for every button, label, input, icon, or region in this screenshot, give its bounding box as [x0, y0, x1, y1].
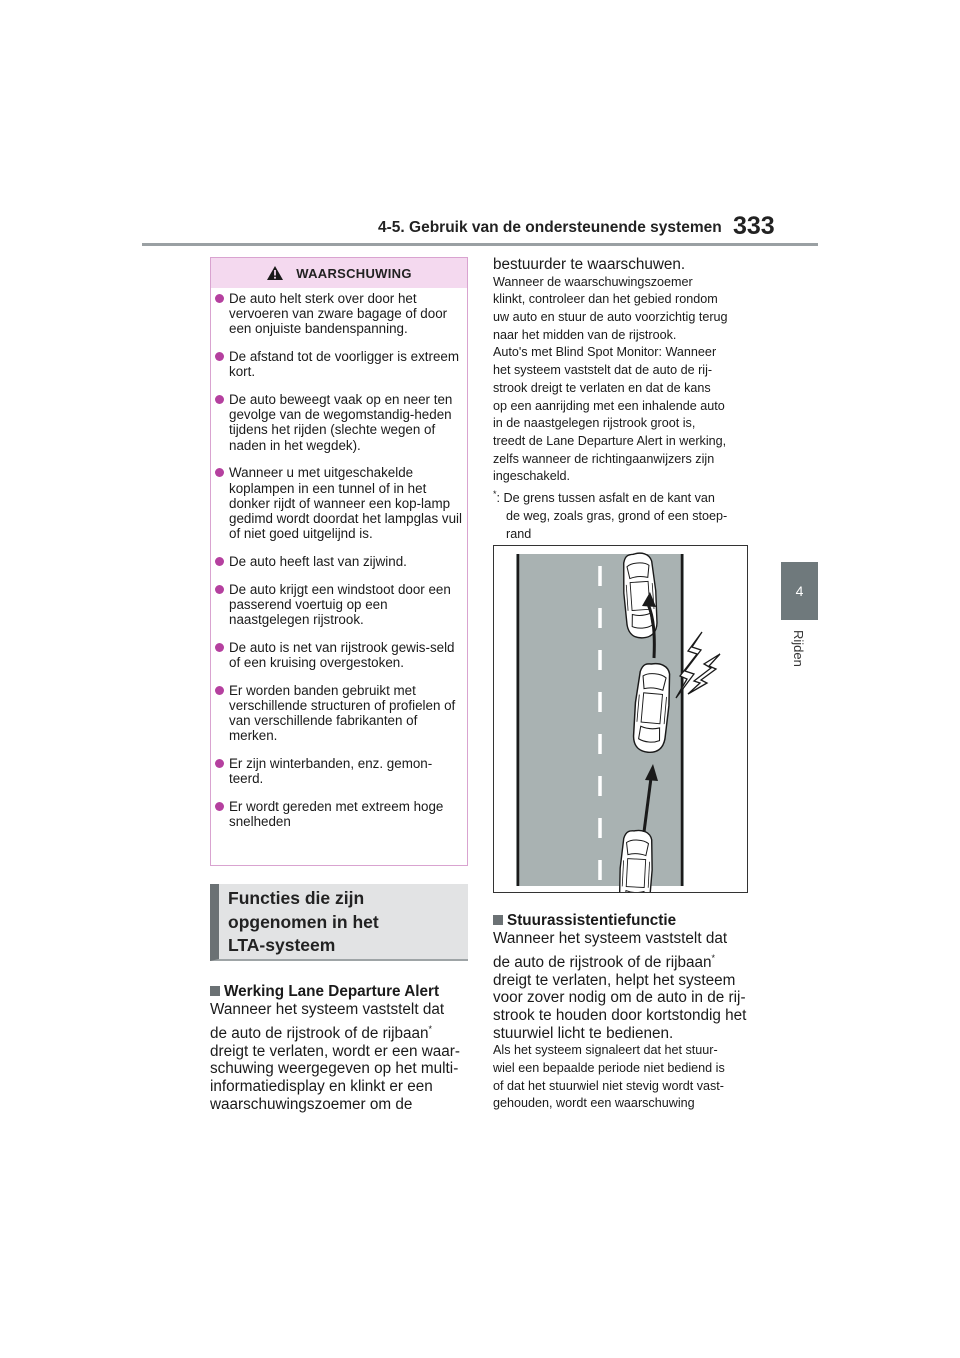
- paragraph-line: dreigt te verlaten, helpt het systeem: [493, 971, 736, 989]
- footnote-marker: *: [711, 953, 716, 964]
- paragraph-line: Wanneer de waarschuwingszoemer: [493, 274, 693, 289]
- bullet-icon: [215, 352, 224, 361]
- list-item: [215, 554, 463, 569]
- paragraph-line: de auto de rijstrook of de rijbaan: [210, 1025, 429, 1043]
- paragraph-line: strook te houden door kortstondig het: [493, 1007, 747, 1025]
- paragraph-line: Auto's met Blind Spot Monitor: Wanneer: [493, 345, 717, 360]
- paragraph-line: uw auto en stuur de auto voorzichtig terug: [493, 310, 728, 324]
- paragraph-line: de auto de rijstrook of de rijbaan: [493, 954, 712, 972]
- list-item: [215, 582, 463, 628]
- paragraph-line: dreigt te verlaten, wordt er een waar-: [210, 1042, 460, 1060]
- footnote-line: de weg, zoals gras, grond of een stoep-: [506, 508, 728, 523]
- bullet-icon: [215, 468, 224, 477]
- paragraph-line: Als het systeem signaleert dat het stuur-: [493, 1043, 718, 1058]
- paragraph-line: strook dreigt te verlaten en dat de kans: [493, 380, 711, 395]
- paragraph-line: ingeschakeld.: [493, 469, 571, 484]
- steering-section: [493, 912, 758, 1113]
- paragraph-line: stuurwiel licht te bedienen.: [493, 1024, 674, 1042]
- list-item-text: Er zijn winterbanden, enz. gemon-teerd.: [229, 755, 433, 787]
- footnote-marker: *: [428, 1024, 433, 1035]
- paragraph-line: zelfs wanneer de richtingaanwijzers zijn: [493, 451, 715, 466]
- bullet-icon: [215, 557, 224, 566]
- list-item-text: De auto helt sterk over door het vervoeren van zware bagage of door een onjuiste bandenspanning.: [229, 291, 448, 337]
- functions-heading-line: Functies die zijn: [228, 888, 365, 908]
- paragraph-line: schuwing weergegeven op het multi-: [210, 1060, 459, 1078]
- lane-departure-title: Werking Lane Departure Alert: [224, 983, 440, 1000]
- steering-title: Stuurassistentiefunctie: [507, 912, 677, 929]
- warning-list: [215, 291, 463, 842]
- paragraph-line: of dat het stuurwiel niet stevig wordt vast-: [493, 1078, 724, 1093]
- paragraph-line: wiel een bepaalde periode niet bediend is: [493, 1060, 725, 1075]
- list-item-text: De auto krijgt een windstoot door een passerend voertuig op een naastgelegen rijstrook.: [229, 581, 451, 627]
- lane-departure-section: [210, 983, 470, 1113]
- paragraph-line: gehouden, wordt een waarschuwing: [493, 1096, 695, 1111]
- square-bullet-icon: [210, 986, 220, 996]
- list-item-text: Er wordt gereden met extreem hoge snelheden: [229, 798, 444, 829]
- footnote-marker: *: [493, 489, 497, 500]
- functions-heading-line: opgenomen in het: [228, 911, 379, 932]
- chapter-number: 4: [795, 583, 804, 599]
- car-bottom-icon: [618, 830, 654, 892]
- functions-heading-box: [210, 884, 468, 961]
- bullet-icon: [215, 686, 224, 695]
- list-item-text: Wanneer u met uitgeschakelde koplampen in een tunnel of in het donker rijdt of wanneer een kop-lamp gedimd wordt doordat het lampglas vuil of niet goed uitgelijnd is.: [229, 465, 462, 542]
- paragraph-line: op een aanrijding met een inhalende auto: [493, 398, 725, 413]
- paragraph-line: voor zover nodig om de auto in de rij-: [493, 989, 746, 1007]
- list-item: [215, 799, 463, 829]
- list-item: [215, 349, 463, 379]
- footnote-line: : De grens tussen asfalt en de kant van: [496, 491, 715, 506]
- paragraph-line: Wanneer het systeem vaststelt dat: [493, 929, 728, 947]
- square-bullet-icon: [493, 915, 503, 925]
- bullet-icon: [215, 802, 224, 811]
- list-item: [215, 683, 463, 744]
- chapter-label: Rijden: [791, 630, 806, 667]
- paragraph-line: het systeem vaststelt dat de auto de rij-: [493, 363, 713, 378]
- chapter-tab[interactable]: [781, 562, 818, 620]
- list-item-text: De auto heeft last van zijwind.: [229, 553, 407, 569]
- bullet-icon: [215, 395, 224, 404]
- list-item-text: De auto is net van rijstrook gewis-seld of een kruising overgestoken.: [229, 639, 455, 670]
- warning-title: WAARSCHUWING: [296, 265, 412, 281]
- paragraph-line: bestuurder te waarschuwen.: [493, 256, 686, 273]
- paragraph-line: treedt de Lane Departure Alert in werking,: [493, 433, 727, 448]
- paragraph-line: Wanneer het systeem vaststelt dat: [210, 1000, 445, 1018]
- list-item: [215, 392, 463, 453]
- warning-triangle-icon: [266, 265, 284, 281]
- paragraph-line: informatiedisplay en klinkt er een: [210, 1078, 433, 1096]
- bullet-icon: [215, 294, 224, 303]
- paragraph-line: klinkt, controleer dan het gebied rondom: [493, 292, 718, 307]
- right-column-text: [493, 256, 753, 543]
- section-title: 4-5. Gebruik van de ondersteunende systemen: [378, 219, 722, 236]
- paragraph-line: naar het midden van de rijstrook.: [493, 327, 677, 342]
- list-item-text: De afstand tot de voorligger is extreem kort.: [229, 349, 459, 380]
- list-item: [215, 465, 463, 541]
- list-item: [215, 291, 463, 337]
- list-item: [215, 640, 463, 670]
- bullet-icon: [215, 585, 224, 594]
- bullet-icon: [215, 759, 224, 768]
- warning-box: [210, 257, 468, 866]
- list-item-text: De auto beweegt vaak op en neer ten gevolge van de wegomstandig-heden tijdens het rijden (slechte wegen of naden in het wegdek).: [229, 392, 453, 453]
- header-rule: [142, 243, 818, 246]
- functions-heading-line: LTA-systeem: [228, 935, 336, 955]
- paragraph-line: in de naastgelegen rijstrook groot is,: [493, 416, 696, 431]
- lane-departure-illustration: [493, 545, 748, 893]
- warning-header: [211, 258, 467, 288]
- paragraph-line: waarschuwingszoemer om de: [210, 1095, 413, 1113]
- road-diagram: [494, 546, 747, 892]
- footnote-line: rand: [506, 526, 532, 541]
- list-item: [215, 756, 463, 786]
- chapter-label-container: [784, 630, 814, 680]
- page-number: 333: [733, 212, 775, 240]
- bullet-icon: [215, 643, 224, 652]
- list-item-text: Er worden banden gebruikt met verschillende structuren of profielen of van verschillende fabrikanten of merken.: [229, 682, 456, 744]
